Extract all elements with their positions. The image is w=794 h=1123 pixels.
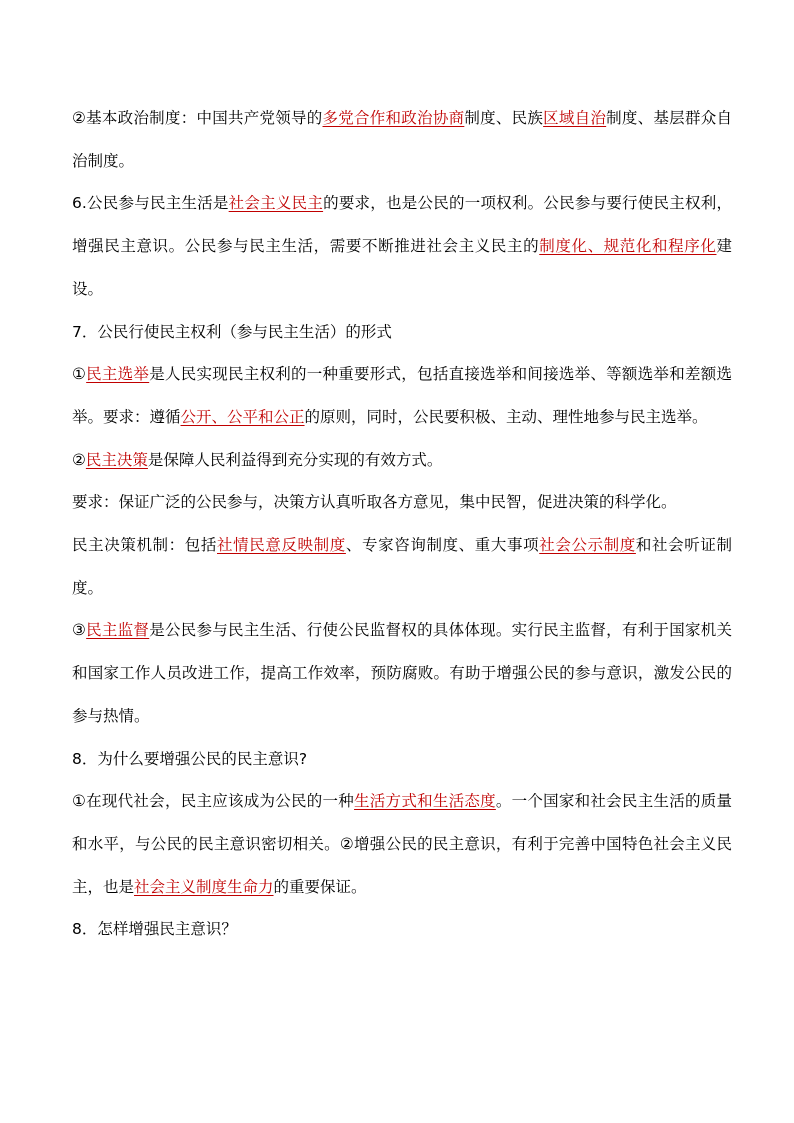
text-run: 7．公民行使民主权利（参与民主生活）的形式 (72, 322, 392, 341)
text-run: 建设。 (72, 237, 732, 298)
text-run: 的原则，同时，公民要积极、主动、理性地参与民主选举。 (304, 407, 708, 426)
text-run: 。一个国家和社会民主生活的质量和水平，与公民的民主意识密切相关。②增强公民的民主意识，有利于完善中国特色社会主义民主，也是 (72, 792, 732, 896)
text-run: 、专家咨询制度、重大事项 (345, 536, 540, 555)
paragraph-basic-political-system (72, 97, 732, 182)
text-run: 是人民实现民主权利的一种重要形式，包括直接选举和间接选举、等额选举和差额选举。要求：遵循 (72, 365, 732, 426)
paragraph-decision-requirements (72, 481, 732, 524)
document-page (72, 97, 732, 951)
text-run: 的重要保证。 (273, 877, 367, 896)
highlight-term: 民主决策 (85, 450, 148, 469)
paragraph-why-answer (72, 780, 732, 908)
heading-7-forms (72, 311, 732, 354)
text-run: ③ (72, 621, 87, 640)
text-run: 的要求，也是公民的一项权利。公民参与要行使民主权利，增强民主意识。公民参与民主生活，需要不断推进社会主义民主的 (72, 194, 732, 256)
highlight-term: 社会公示制度 (539, 536, 636, 555)
highlight-term: 区域自治 (543, 109, 607, 127)
highlight-term: 民主选举 (86, 365, 150, 384)
highlight-term: 多党合作和政治协商 (322, 109, 465, 127)
highlight-term: 公开、公平和公正 (180, 407, 305, 426)
paragraph-democratic-supervision (72, 609, 732, 737)
text-run: 8．为什么要增强公民的民主意识? (72, 749, 308, 768)
text-run: 6.公民参与民主生活是 (72, 194, 229, 213)
text-run: ②基本政治制度：中国共产党领导的 (72, 109, 323, 127)
paragraph-6-citizen-participation (72, 182, 732, 310)
text-run: 8．怎样增强民主意识？ (72, 920, 237, 939)
highlight-term: 民主监督 (86, 621, 150, 640)
highlight-term: 制度化、规范化和程序化 (539, 237, 717, 256)
text-run: 是公民参与民主生活、行使公民监督权的具体体现。实行民主监督，有利于国家机关和国家工作人员改进工作，提高工作效率，预防腐败。有助于增强公民的参与意识，激发公民的参与热情。 (72, 621, 732, 725)
text-run: ② (72, 450, 86, 469)
highlight-term: 社会主义制度生命力 (134, 877, 274, 896)
text-run: 要求：保证广泛的公民参与，决策方认真听取各方意见，集中民智，促进决策的科学化。 (72, 493, 677, 512)
highlight-term: 生活方式和生活态度 (354, 792, 496, 811)
highlight-term: 社情民意反映制度 (217, 536, 346, 555)
text-run: 民主决策机制：包括 (72, 536, 217, 555)
paragraph-democratic-decision (72, 439, 732, 482)
text-run: ①在现代社会，民主应该成为公民的一种 (72, 792, 355, 811)
text-run: 是保障人民利益得到充分实现的有效方式。 (147, 450, 443, 469)
highlight-term: 社会主义民主 (228, 194, 324, 213)
text-run: 制度、民族 (464, 109, 544, 127)
paragraph-decision-mechanism (72, 524, 732, 609)
text-run: 和社会听证制度。 (72, 536, 732, 597)
heading-8-how (72, 908, 732, 951)
text-run: 制度、基层群众自治制度。 (72, 109, 732, 170)
heading-8-why (72, 738, 732, 781)
paragraph-democratic-election (72, 353, 732, 438)
text-run: ① (72, 365, 87, 384)
